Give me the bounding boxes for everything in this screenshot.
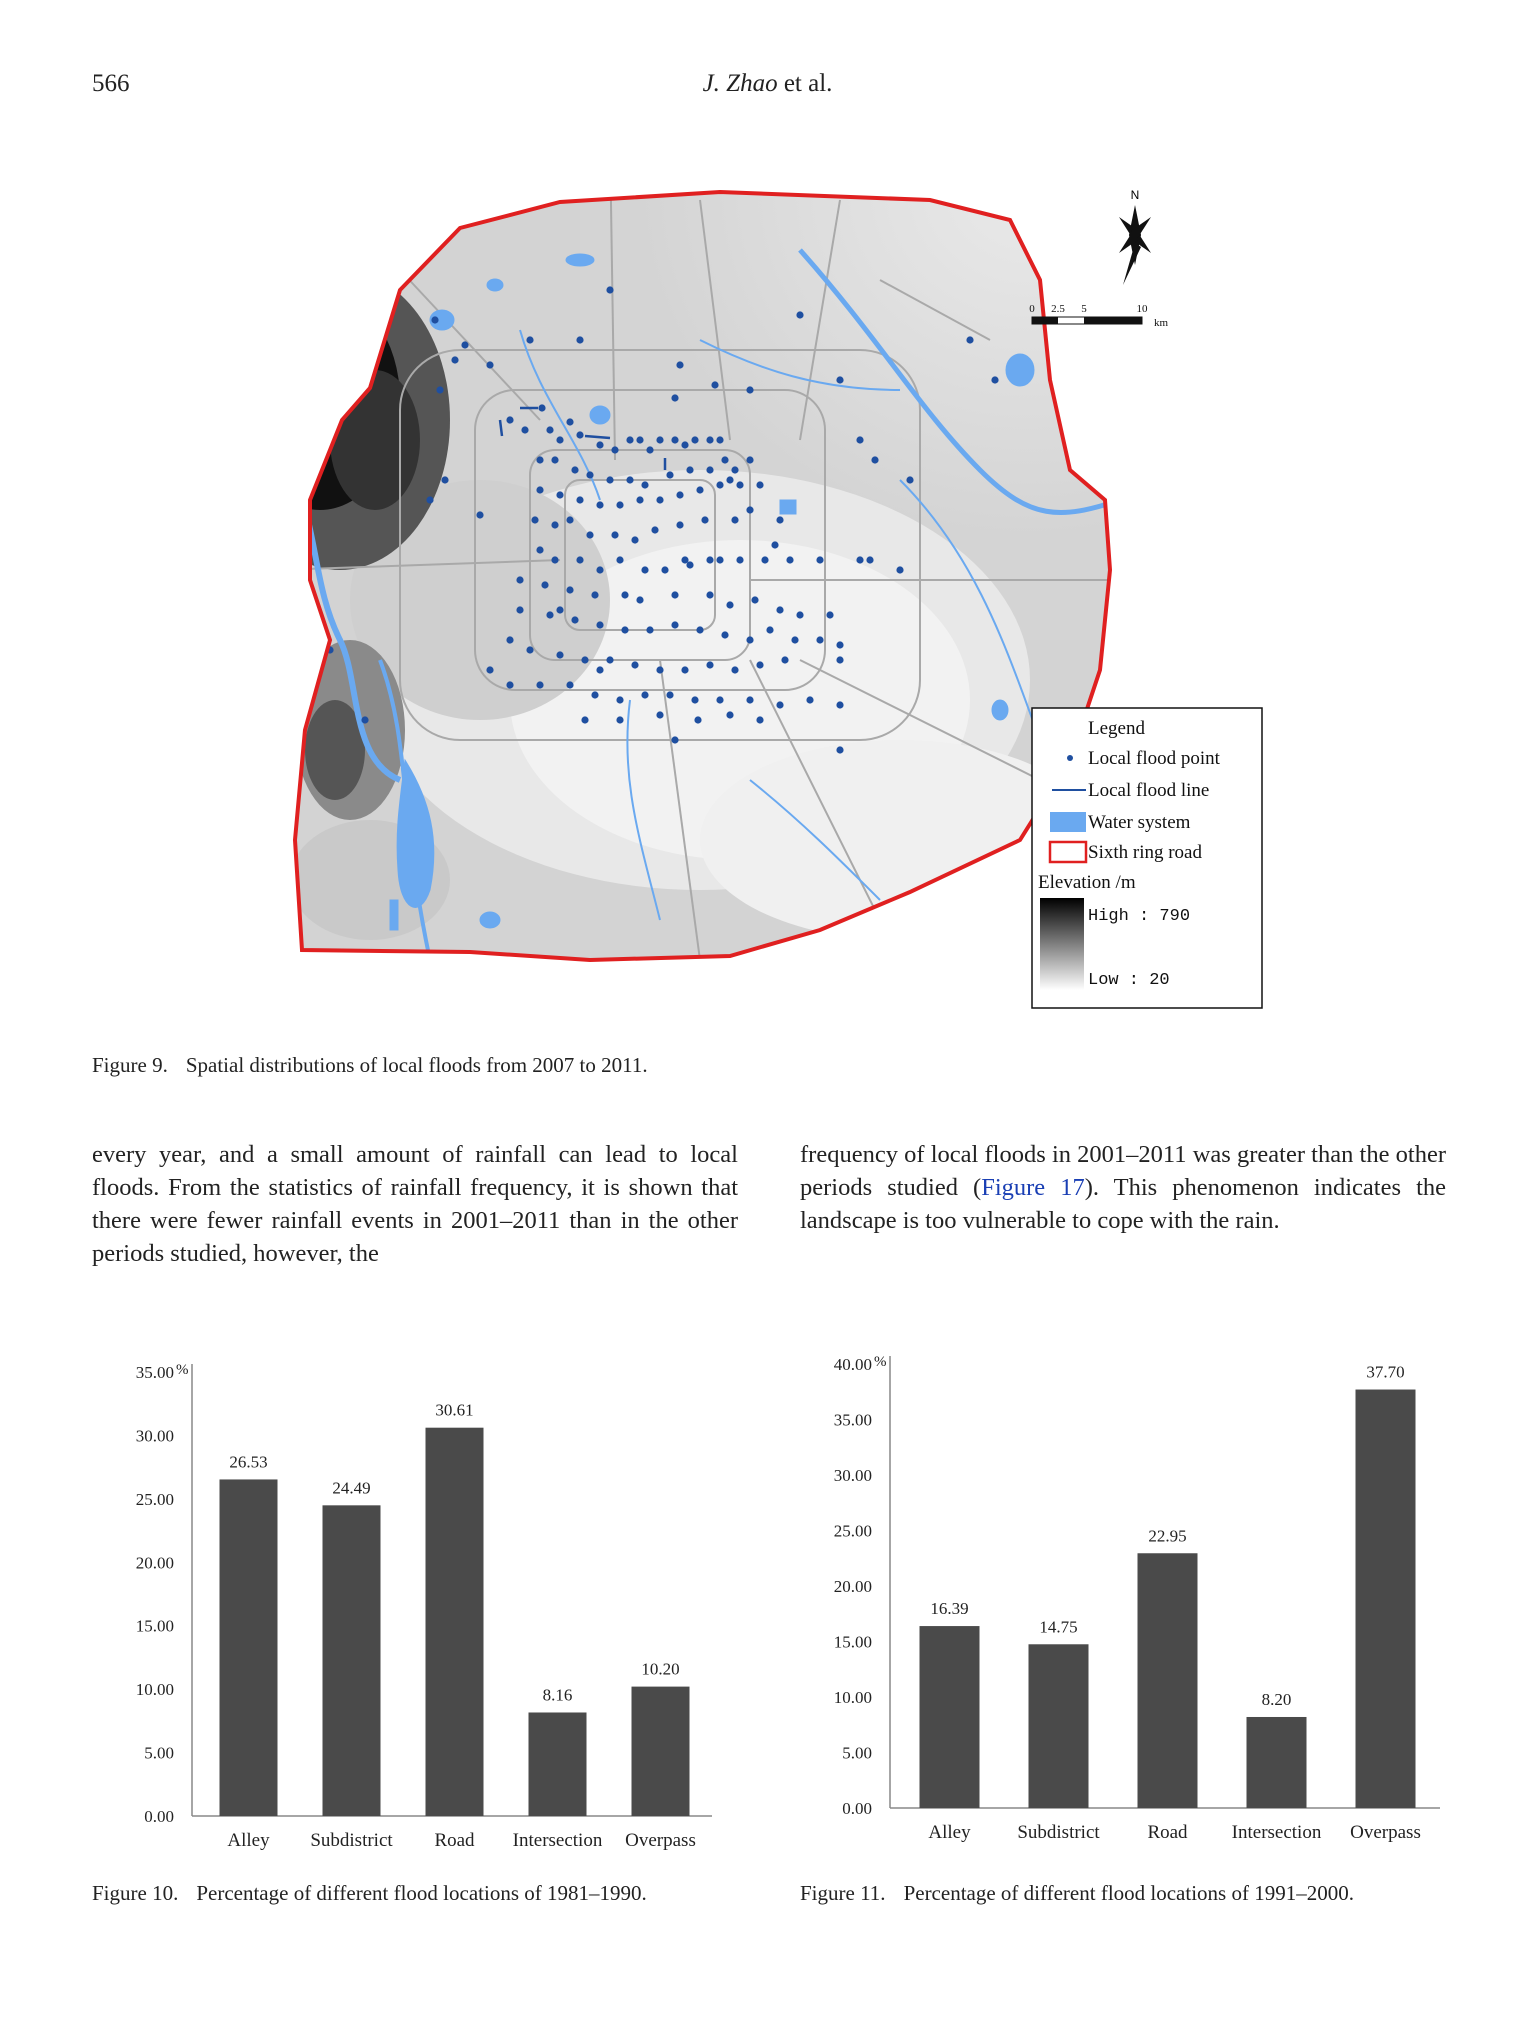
bar [1029,1644,1089,1808]
flood-point [476,511,483,518]
bar-value-label: 14.75 [1039,1617,1078,1637]
flood-point [536,546,543,553]
legend-title: Legend [1088,718,1145,739]
flood-point [581,716,588,723]
flood-point [671,394,678,401]
flood-point [516,576,523,583]
flood-point [696,626,703,633]
figure11-caption-label: Figure 11. [800,1881,886,1905]
x-category-label: Alley [928,1822,971,1843]
flood-point [856,556,863,563]
y-tick-label: 25.00 [135,1489,174,1509]
flood-point [546,426,553,433]
flood-point [486,666,493,673]
flood-point [694,716,701,723]
flood-point [666,471,673,478]
y-tick-label: 0.00 [144,1807,174,1826]
x-category-label: Road [434,1830,475,1851]
flood-point [538,404,545,411]
y-tick-label: 15.00 [135,1616,174,1636]
flood-point [566,516,573,523]
flood-point [716,556,723,563]
flood-point [786,556,793,563]
flood-point [556,651,563,658]
author-suffix: et al. [783,70,833,97]
flood-point [836,701,843,708]
x-category-label: Alley [227,1830,270,1851]
flood-point [706,661,713,668]
y-tick-label: 20.00 [135,1553,174,1573]
bar-value-label: 26.53 [229,1452,268,1472]
legend-item-flood-line: Local flood line [1088,780,1210,801]
bar-value-label: 16.39 [930,1599,969,1619]
map-terrain [280,140,1140,1000]
flood-point [606,656,613,663]
flood-point [616,501,623,508]
flood-point [536,456,543,463]
flood-point [836,746,843,753]
flood-point [726,711,733,718]
flood-point [636,496,643,503]
flood-point [806,696,813,703]
flood-point [551,521,558,528]
flood-point [631,661,638,668]
legend-high: High : 790 [1088,907,1191,926]
scale-tick-0: 0 [1029,303,1035,315]
flood-point [686,466,693,473]
flood-point [596,621,603,628]
flood-point [836,641,843,648]
flood-point [756,716,763,723]
flood-point [896,566,903,573]
flood-point [736,556,743,563]
flood-point [361,716,368,723]
flood-point [706,591,713,598]
figure11-caption-text: Percentage of different flood locations of 1991–2000. [903,1881,1354,1905]
flood-point [611,446,618,453]
flood-point [571,616,578,623]
scale-tick-1: 2.5 [1051,303,1065,315]
y-tick-label: 30.00 [833,1466,872,1485]
scale-tick-2: 5 [1081,303,1087,315]
flood-point [766,626,773,633]
flood-point [566,681,573,688]
x-category-label: Intersection [1231,1822,1322,1843]
flood-point [521,426,528,433]
page-number: 566 [92,70,130,97]
flood-point [506,681,513,688]
flood-point [426,496,433,503]
bar [323,1505,381,1816]
bar [920,1626,980,1808]
flood-point [656,666,663,673]
flood-point [856,436,863,443]
bar [1356,1390,1416,1808]
flood-point [656,496,663,503]
figure9-caption-text: Spatial distributions of local floods from 2007 to 2011. [185,1053,648,1077]
y-tick-label: 20.00 [833,1577,872,1596]
flood-point [716,481,723,488]
x-category-label: Subdistrict [310,1830,393,1851]
flood-map-figure [280,140,1280,1020]
flood-point [516,606,523,613]
flood-point [536,486,543,493]
bar-value-label: 22.95 [1148,1526,1187,1546]
flood-point [776,701,783,708]
flood-point [776,516,783,523]
flood-point [816,636,823,643]
flood-point [736,481,743,488]
flood-point [661,566,668,573]
flood-point [991,376,998,383]
flood-point [626,476,633,483]
flood-point [546,611,553,618]
flood-point [581,656,588,663]
y-tick-label: 15.00 [833,1632,872,1652]
flood-point [796,611,803,618]
scale-tick-3: 10 [1136,303,1148,315]
flood-point [586,471,593,478]
flood-point [726,476,733,483]
flood-point [646,446,653,453]
bar-value-label: 10.20 [641,1659,680,1679]
x-category-label: Subdistrict [1017,1822,1100,1843]
flood-point [556,606,563,613]
flood-point [506,636,513,643]
x-category-label: Overpass [1350,1822,1421,1843]
flood-point [536,681,543,688]
legend-item-flood-point: Local flood point [1088,748,1220,769]
flood-point [636,436,643,443]
body-text-left: every year, and a small amount of rainfall can lead to local floods. From the statistics of rainfall frequency, it is shown that there were fewer rainfall events in 2001–2011 than in the other periods studied, however, the [92,1141,738,1267]
y-tick-label: 35.00 [833,1410,872,1430]
figure11-caption [800,1880,1446,1906]
x-category-label: Road [1147,1822,1188,1843]
flood-point [721,456,728,463]
scale-bar [1029,303,1168,329]
figure10-bar-chart [92,1350,742,1860]
flood-point [551,456,558,463]
flood-point [591,591,598,598]
flood-point [641,566,648,573]
figure10-caption-text: Percentage of different flood locations of 1981–1990. [196,1881,647,1905]
flood-point [676,361,683,368]
bar-value-label: 37.70 [1366,1362,1405,1382]
flood-point [836,376,843,383]
flood-point [761,556,768,563]
figure17-link[interactable]: Figure 17 [981,1174,1085,1201]
flood-point [461,341,468,348]
flood-point [486,361,493,368]
flood-point [871,456,878,463]
y-tick-label: 35.00 [135,1363,174,1382]
flood-point [566,586,573,593]
flood-point [616,716,623,723]
flood-map [280,140,1280,1020]
flood-point [906,476,913,483]
flood-point [671,736,678,743]
flood-point [646,626,653,633]
flood-point [711,381,718,388]
legend-low: Low : 20 [1088,971,1170,990]
legend-point-icon [1067,755,1073,761]
flood-point [551,556,558,563]
running-head [0,70,1535,98]
y-tick-label: 0.00 [842,1799,872,1818]
north-arrow-icon [1119,188,1151,285]
flood-point [526,646,533,653]
flood-point [566,418,573,425]
figure10-caption [92,1880,738,1906]
flood-point [541,581,548,588]
legend-ring-swatch [1050,842,1086,862]
bar [632,1687,690,1816]
y-tick-label: 10.00 [135,1680,174,1700]
bar-value-label: 8.20 [1261,1689,1292,1709]
figure11-chart [800,1340,1450,1860]
flood-point [776,606,783,613]
flood-point [606,476,613,483]
flood-point [791,636,798,643]
map-legend [1032,708,1262,1008]
flood-point [526,336,533,343]
flood-point [706,436,713,443]
y-tick-label: 10.00 [833,1688,872,1707]
flood-point [636,596,643,603]
flood-point [626,436,633,443]
flood-point [746,506,753,513]
flood-point [756,661,763,668]
legend-item-water: Water system [1088,812,1191,833]
y-tick-label: 30.00 [135,1426,174,1446]
flood-point [676,491,683,498]
flood-point [616,556,623,563]
flood-point [656,711,663,718]
flood-point [596,441,603,448]
flood-point [571,466,578,473]
flood-point [651,526,658,533]
flood-point [771,541,778,548]
flood-point [436,386,443,393]
scale-unit: km [1154,317,1169,329]
flood-point [656,436,663,443]
flood-point [671,436,678,443]
bar-value-label: 8.16 [542,1685,573,1705]
flood-point [671,621,678,628]
flood-point [836,656,843,663]
flood-point [731,466,738,473]
bar [1247,1717,1307,1808]
flood-point [681,666,688,673]
flood-point [576,336,583,343]
flood-point [596,666,603,673]
flood-point [706,556,713,563]
bar [1138,1553,1198,1808]
flood-point [676,521,683,528]
elevation-gradient [1040,898,1084,990]
flood-point [681,441,688,448]
flood-point [746,456,753,463]
y-tick-label: 5.00 [144,1743,174,1763]
flood-point [826,611,833,618]
flood-point [716,436,723,443]
x-category-label: Intersection [512,1830,603,1851]
figure10-caption-label: Figure 10. [92,1881,179,1905]
flood-point [716,696,723,703]
figure10-chart [92,1350,742,1860]
flood-point [731,516,738,523]
flood-point [721,631,728,638]
flood-point [701,516,708,523]
flood-point [866,556,873,563]
figure11-bar-chart [800,1340,1450,1860]
figure9-caption [92,1052,648,1078]
flood-point [731,666,738,673]
flood-point [666,691,673,698]
body-text-right [800,1138,1446,1237]
author-name: J. Zhao [702,70,778,97]
flood-point [596,501,603,508]
flood-point [611,531,618,538]
flood-point [531,516,538,523]
flood-point [596,566,603,573]
flood-point [556,436,563,443]
x-category-label: Overpass [625,1830,696,1851]
flood-point [756,481,763,488]
flood-point [706,466,713,473]
flood-point [621,626,628,633]
flood-point [796,311,803,318]
flood-point [746,386,753,393]
flood-point [816,556,823,563]
flood-point [451,356,458,363]
flood-point [616,696,623,703]
body-text-right-part1: frequency of local floods in 2001–2011 was greater than the other periods studied ( [800,1141,1446,1201]
y-tick-label: 5.00 [842,1743,872,1763]
flood-point [506,416,513,423]
y-unit-label: % [176,1362,189,1378]
bar [529,1712,587,1816]
flood-point [621,591,628,598]
flood-point [641,691,648,698]
bar [220,1479,278,1816]
flood-point [576,431,583,438]
flood-point [726,601,733,608]
y-tick-label: 40.00 [833,1355,872,1374]
flood-point [591,691,598,698]
legend-item-ring-road: Sixth ring road [1088,842,1202,863]
flood-point [576,496,583,503]
flood-point [691,436,698,443]
flood-point [696,486,703,493]
flood-point [681,556,688,563]
bar [426,1428,484,1816]
flood-point [576,556,583,563]
body-text-right-part2: ). This phenomenon indicates the landscape is too vulnerable to cope with the rain. [800,1174,1446,1234]
flood-point [691,696,698,703]
flood-point [631,536,638,543]
flood-point [746,696,753,703]
north-label: N [1130,188,1140,202]
y-tick-label: 25.00 [833,1521,872,1541]
flood-point [431,316,438,323]
flood-point [556,491,563,498]
y-unit-label: % [874,1354,887,1370]
bar-value-label: 24.49 [332,1478,371,1498]
flood-point [441,476,448,483]
bar-value-label: 30.61 [435,1400,474,1420]
flood-point [641,481,648,488]
flood-point [751,596,758,603]
flood-point [746,636,753,643]
flood-point [586,531,593,538]
legend-water-swatch [1050,812,1086,832]
flood-point [671,591,678,598]
flood-point [966,336,973,343]
figure9-caption-label: Figure 9. [92,1053,168,1077]
flood-point [781,656,788,663]
flood-point [606,286,613,293]
legend-elevation-title: Elevation /m [1038,872,1136,893]
